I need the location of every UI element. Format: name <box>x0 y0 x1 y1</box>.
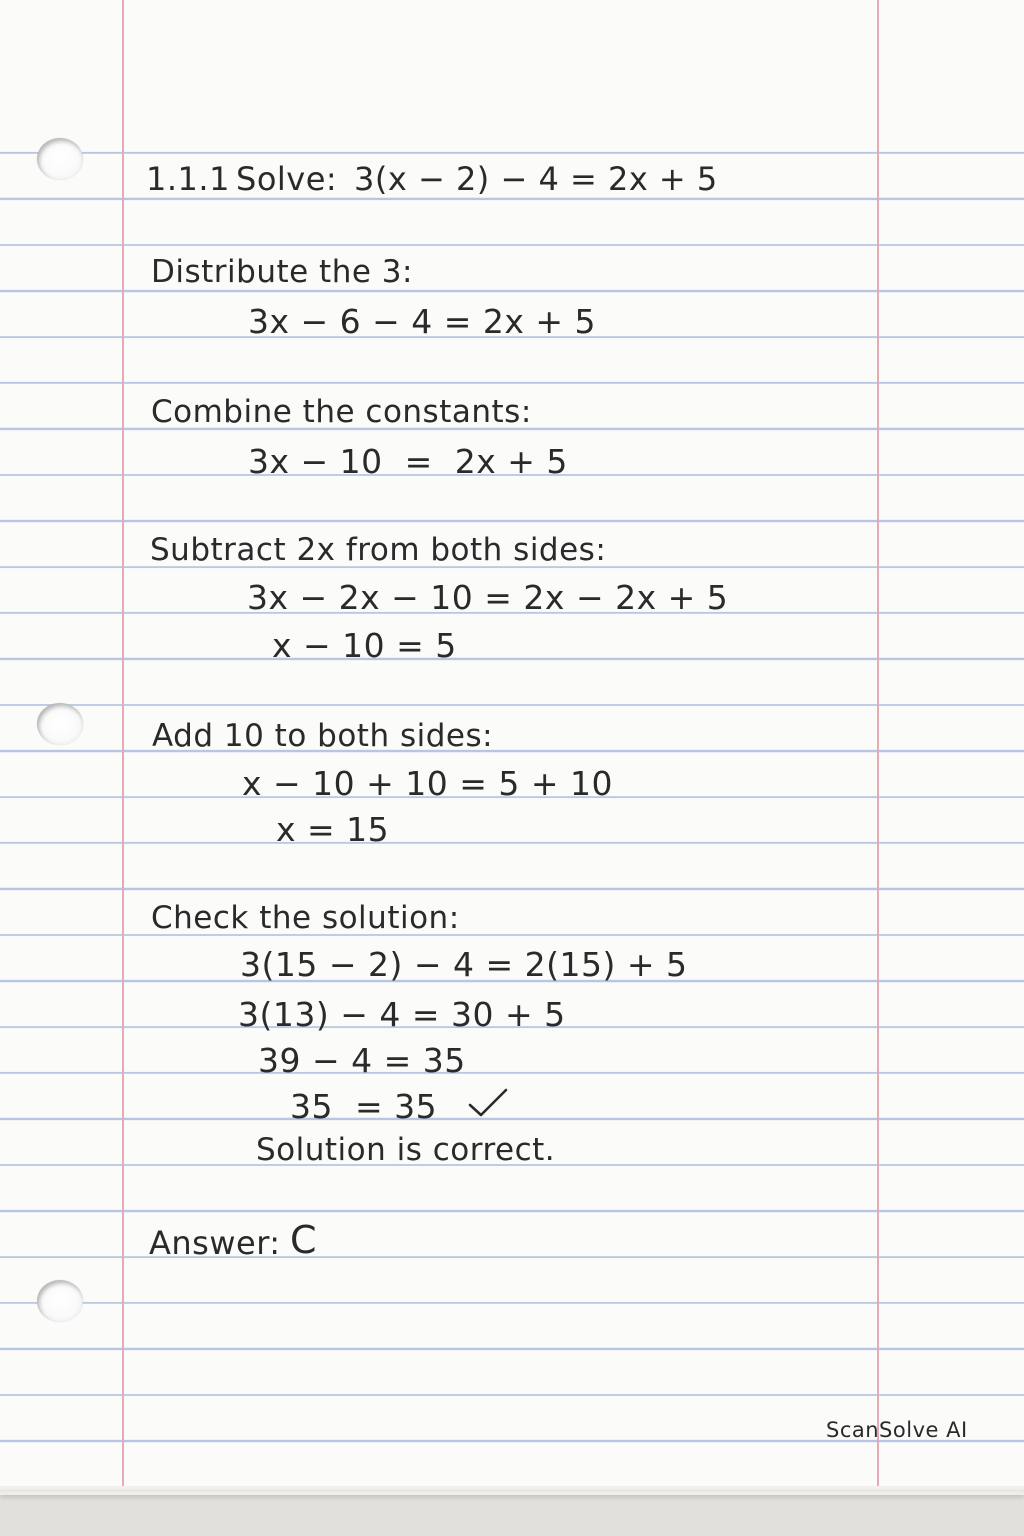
step-equation: 3x − 6 − 4 = 2x + 5 <box>248 302 597 341</box>
step-equation: 39 − 4 = 35 <box>258 1041 466 1080</box>
step-equation: 35 = 35 <box>290 1087 438 1126</box>
step-label-check: Check the solution: <box>151 900 460 936</box>
step-equation: 3x − 10 = 2x + 5 <box>248 442 568 481</box>
watermark: ScanSolve AI <box>826 1418 968 1442</box>
step-label-add: Add 10 to both sides: <box>152 718 494 754</box>
problem-equation: 3(x − 2) − 4 = 2x + 5 <box>354 160 718 198</box>
step-equation: 3x − 2x − 10 = 2x − 2x + 5 <box>247 578 729 617</box>
step-equation: 3(13) − 4 = 30 + 5 <box>238 995 566 1034</box>
left-margin-line <box>122 0 124 1486</box>
page-header-blank <box>0 0 1024 108</box>
step-equation: x − 10 = 5 <box>272 626 457 665</box>
answer-value: C <box>290 1218 318 1262</box>
binder-hole-bottom <box>37 1280 83 1322</box>
binder-hole-middle <box>37 703 83 745</box>
right-margin-line <box>877 0 879 1486</box>
step-label-subtract: Subtract 2x from both sides: <box>150 532 607 568</box>
step-equation: x = 15 <box>276 810 390 849</box>
binder-hole-top <box>37 138 83 180</box>
problem-number: 1.1.1 <box>146 160 230 198</box>
check-mark-icon <box>468 1088 508 1118</box>
step-label-combine: Combine the constants: <box>151 394 532 430</box>
answer-label: Answer: <box>149 1224 281 1262</box>
conclusion-text: Solution is correct. <box>256 1132 556 1168</box>
step-equation: x − 10 + 10 = 5 + 10 <box>242 764 614 803</box>
problem-prompt: Solve: <box>236 160 338 198</box>
step-label-distribute: Distribute the 3: <box>151 254 413 290</box>
step-equation: 3(15 − 2) − 4 = 2(15) + 5 <box>240 945 688 984</box>
desk-surface <box>0 1486 1024 1536</box>
